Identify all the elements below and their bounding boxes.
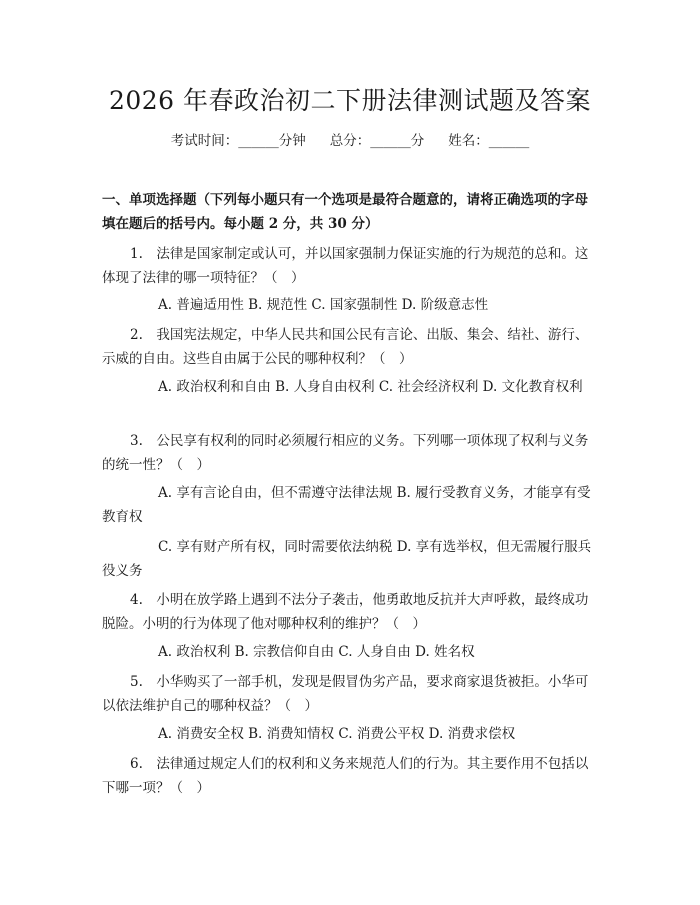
exam-info-line <box>0 131 700 151</box>
page-title: 2026 年春政治初二下册法律测试题及答案 <box>108 86 592 115</box>
question-2: 2. 我国宪法规定，中华人民共和国公民有言论、出版、集会、结社、游行、示威的自由。这些自由属于公民的哪种权利？（ ） <box>102 327 589 367</box>
student-name-field: 姓名：______ <box>448 133 530 149</box>
question-4-options: A. 政治权利 B. 宗教信仰自由 C. 人身自由 D. 姓名权 <box>158 644 475 660</box>
question-3: 3. 公民享有权利的同时必须履行相应的义务。下列哪一项体现了权利与义务的统一性？（ ） <box>102 433 589 473</box>
total-score-field: 总分：______分 <box>329 133 425 149</box>
exam-time-field: 考试时间：______分钟 <box>170 133 306 149</box>
question-1-options: A. 普遍适用性 B. 规范性 C. 国家强制性 D. 阶级意志性 <box>158 297 489 313</box>
question-1: 1. 法律是国家制定或认可，并以国家强制力保证实施的行为规范的总和。这体现了法律的哪一项特征？（ ） <box>102 246 589 286</box>
question-6: 6. 法律通过规定人们的权利和义务来规范人们的行为。其主要作用不包括以下哪一项？（ ） <box>102 756 589 796</box>
question-5: 5. 小华购买了一部手机，发现是假冒伪劣产品，要求商家退货被拒。小华可以依法维护自己的哪种权益？（ ） <box>102 674 589 714</box>
question-5-options: A. 消费安全权 B. 消费知情权 C. 消费公平权 D. 消费求偿权 <box>158 726 516 742</box>
question-3-options-cd: C. 享有财产所有权，同时需要依法纳税 D. 享有选举权，但无需履行服兵役义务 <box>102 539 592 579</box>
question-3-options-ab: A. 享有言论自由，但不需遵守法律法规 B. 履行受教育义务，才能享有受教育权 <box>102 485 591 525</box>
section-heading: 一、单项选择题（下列每小题只有一个选项是最符合题意的，请将正确选项的字母填在题后的括号内。每小题 2 分，共 30 分） <box>102 192 588 232</box>
question-2-options: A. 政治权利和自由 B. 人身自由权利 C. 社会经济权利 D. 文化教育权利 <box>158 379 583 395</box>
question-4: 4. 小明在放学路上遇到不法分子袭击，他勇敢地反抗并大声呼救，最终成功脱险。小明的行为体现了他对哪种权利的维护？（ ） <box>102 592 589 632</box>
